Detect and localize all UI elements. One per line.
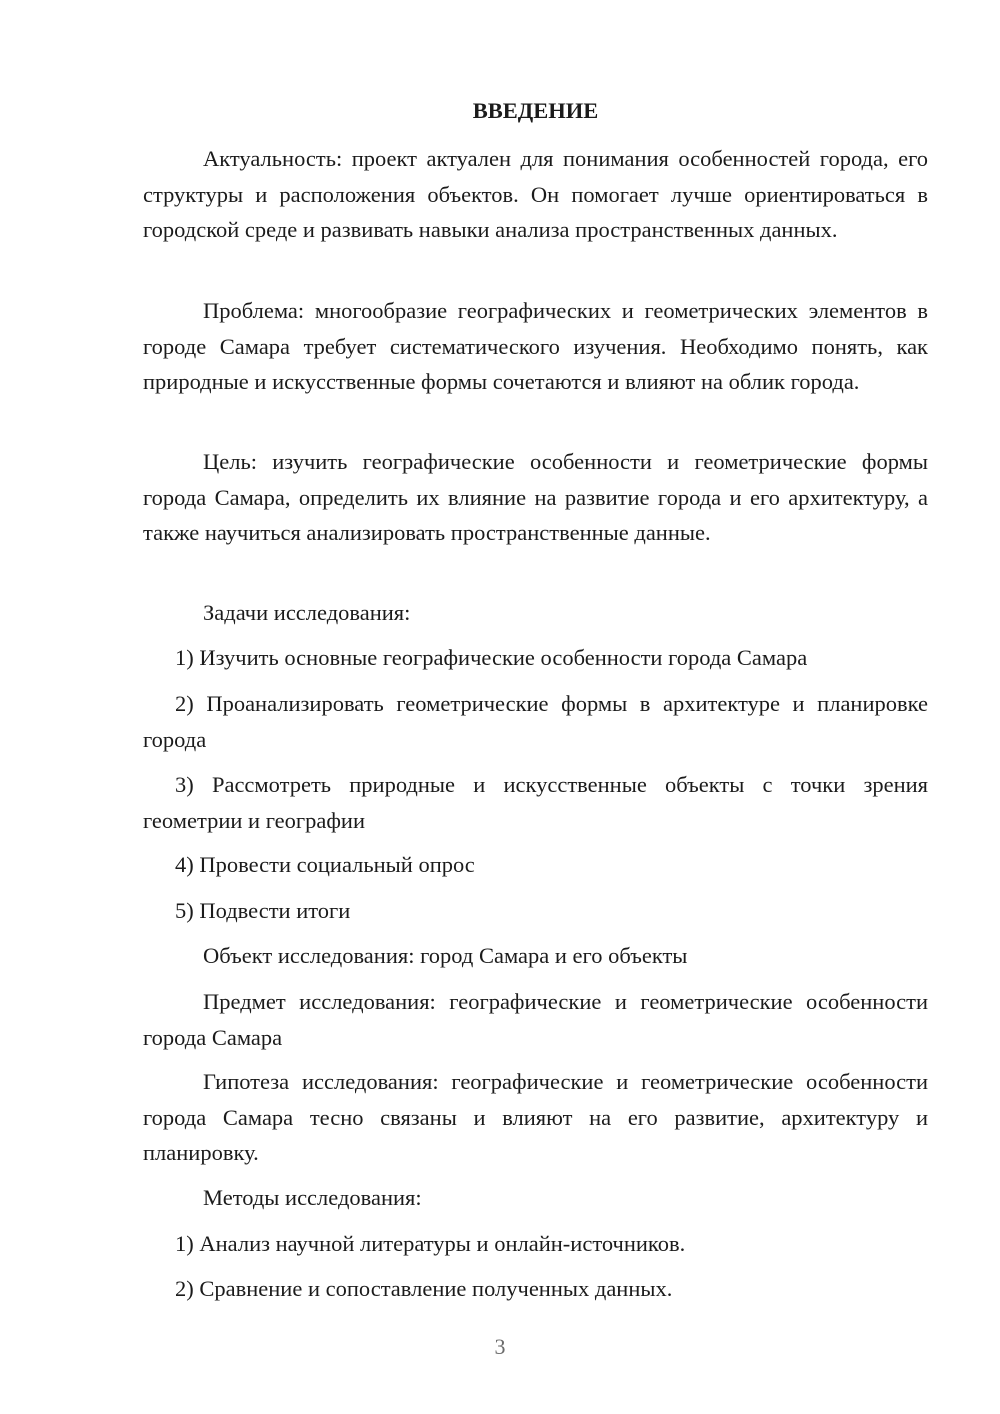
problem-paragraph: Проблема: многообразие географических и геометрических элементов в городе Самара требует систематического изучения. Необходимо понять, как природные и искусственные формы сочетаются и влияют на облик города. xyxy=(143,298,928,394)
relevance-paragraph: Актуальность: проект актуален для понимания особенностей города, его структуры и расположения объектов. Он помогает лучше ориентироваться в городской среде и развивать навыки анализа пространственных данных. xyxy=(143,146,928,242)
method-item: 1) Анализ научной литературы и онлайн-источников. xyxy=(175,1231,686,1256)
task-item: 5) Подвести итоги xyxy=(175,898,351,923)
subject-paragraph: Предмет исследования: географические и геометрические особенности города Самара xyxy=(143,989,928,1050)
hypothesis-paragraph: Гипотеза исследования: географические и геометрические особенности города Самара тесно связаны и влияют на его развитие, архитектуру и планировку. xyxy=(143,1069,928,1165)
object-paragraph: Объект исследования: город Самара и его объекты xyxy=(203,943,688,968)
task-item: 4) Провести социальный опрос xyxy=(175,852,475,877)
task-item: 1) Изучить основные географические особенности города Самара xyxy=(175,645,808,670)
page-number: 3 xyxy=(494,1334,506,1359)
task-item: 3) Рассмотреть природные и искусственные объекты с точки зрения геометрии и географии xyxy=(143,772,928,833)
goal-paragraph: Цель: изучить географические особенности и геометрические формы города Самара, определить их влияние на развитие города и его архитектуру, а также научиться анализировать пространственные данные. xyxy=(143,449,928,545)
page-title: ВВЕДЕНИЕ xyxy=(472,98,599,123)
task-item: 2) Проанализировать геометрические формы в архитектуре и планировке города xyxy=(143,691,928,752)
methods-heading: Методы исследования: xyxy=(203,1185,422,1210)
tasks-heading: Задачи исследования: xyxy=(203,600,411,625)
method-item: 2) Сравнение и сопоставление полученных данных. xyxy=(175,1276,673,1301)
